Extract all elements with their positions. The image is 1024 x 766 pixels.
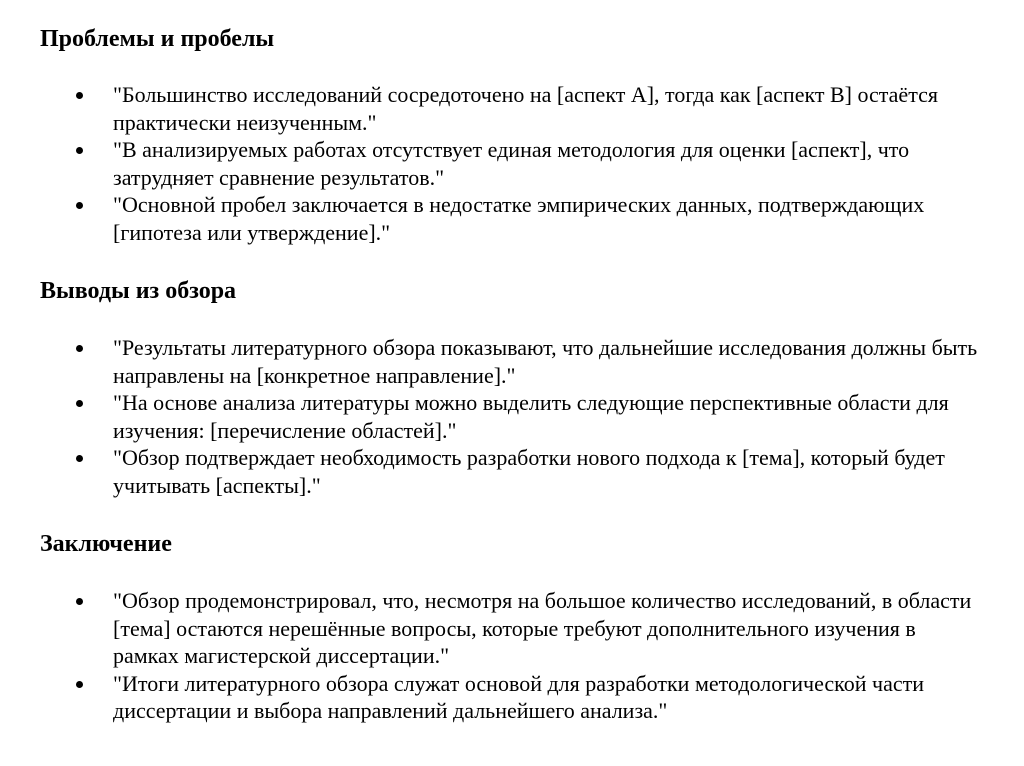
list-item-text: "Большинство исследований сосредоточено на [аспект A], тогда как [аспект B] остаётся практически неизученным." [113,82,938,135]
section-heading-problems: Проблемы и пробелы [40,26,275,52]
list-item-text: "В анализируемых работах отсутствует единая методология для оценки [аспект], что затрудняет сравнение результатов." [113,137,910,190]
list-item [0,670,983,725]
list-item-text: "Результаты литературного обзора показывают, что дальнейшие исследования должны быть направлены на [конкретное направление]." [113,335,978,388]
list-item [0,81,983,136]
conclusions-list [0,334,983,499]
summary-list [0,587,983,725]
bullet-icon [76,345,83,352]
bullet-icon [76,681,83,688]
section-heading-conclusions: Выводы из обзора [40,278,237,304]
problems-list [0,81,983,246]
list-item-text: "На основе анализа литературы можно выделить следующие перспективные области для изучения: [перечисление областей]." [113,390,949,443]
list-item [0,444,983,499]
section-heading-summary: Заключение [40,531,172,557]
list-item-text: "Итоги литературного обзора служат основой для разработки методологической части диссертации и выбора направлений дальнейшего анализа." [113,670,924,723]
bullet-icon [76,455,83,462]
list-item-text: "Обзор подтверждает необходимость разработки нового подхода к [тема], который будет учитывать [аспекты]." [113,445,945,498]
list-item-text: "Обзор продемонстрировал, что, несмотря на большое количество исследований, в области [тема] остаются нерешённые вопросы, которые требуют дополнительного изучения в рамках магистерской диссертации." [113,588,972,668]
list-item [0,191,983,246]
bullet-icon [76,202,83,209]
bullet-icon [76,92,83,99]
list-item [0,587,983,670]
list-item [0,389,983,444]
bullet-icon [76,598,83,605]
bullet-icon [76,147,83,154]
list-item [0,334,983,389]
list-item-text: "Основной пробел заключается в недостатке эмпирических данных, подтверждающих [гипотеза или утверждение]." [113,192,925,245]
bullet-icon [76,400,83,407]
list-item [0,136,983,191]
